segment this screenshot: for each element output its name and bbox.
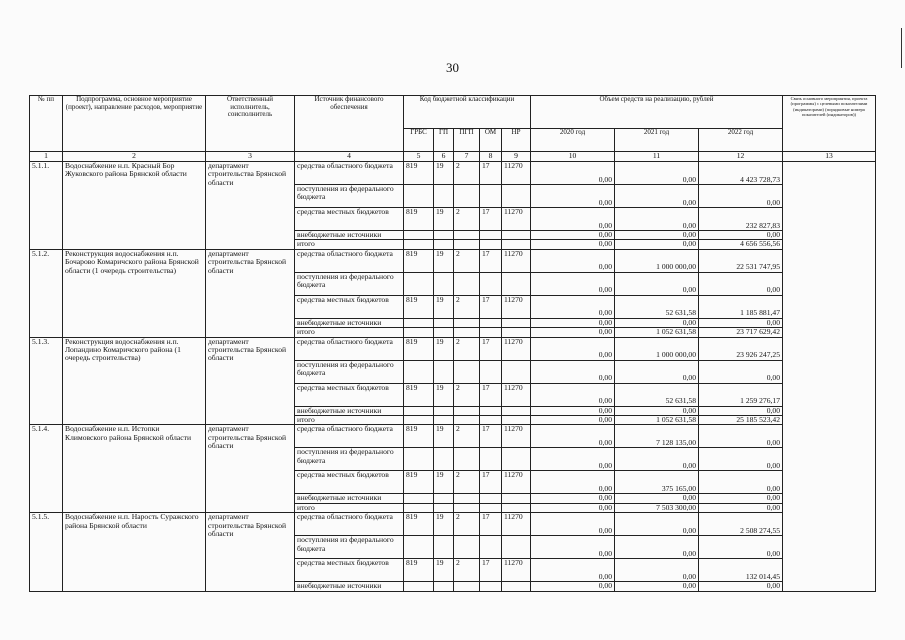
amount-y2021: 0,00 (615, 272, 699, 295)
funding-source: средства местных бюджетов (295, 295, 404, 318)
code-grbs: 819 (404, 249, 434, 272)
code-om (480, 231, 502, 240)
amount-y2021: 0,00 (615, 318, 699, 327)
code-nr: 11270 (502, 249, 531, 272)
amount-y2022: 132 014,45 (699, 559, 783, 582)
amount-y2021: 52 631,58 (615, 383, 699, 406)
code-gp (434, 318, 454, 327)
code-om: 17 (480, 559, 502, 582)
amount-y2020: 0,00 (531, 383, 615, 406)
funding-source: внебюджетные источники (295, 406, 404, 415)
code-om (480, 406, 502, 415)
code-om (480, 448, 502, 471)
amount-y2022: 0,00 (699, 536, 783, 559)
amount-y2020: 0,00 (531, 295, 615, 318)
budget-table (29, 95, 876, 592)
funding-source: средства областного бюджета (295, 513, 404, 536)
amount-y2021: 0,00 (615, 360, 699, 383)
code-grbs: 819 (404, 337, 434, 360)
code-nr (502, 360, 531, 383)
funding-source: поступления из федерального бюджета (295, 536, 404, 559)
code-nr (502, 272, 531, 295)
funding-source: средства местных бюджетов (295, 208, 404, 231)
funding-source: средства местных бюджетов (295, 383, 404, 406)
code-om (480, 503, 502, 512)
table-header (30, 96, 876, 152)
item-number: 5.1.5. (30, 513, 63, 591)
column-number: 4 (295, 152, 404, 162)
amount-y2020: 0,00 (531, 318, 615, 327)
item-name: Водоснабжение н.п. Красный Бор Жуковского района Брянской области (63, 162, 206, 250)
amount-y2022: 0,00 (699, 503, 783, 512)
code-om: 17 (480, 208, 502, 231)
code-pgp (454, 416, 480, 425)
item-number: 5.1.1. (30, 162, 63, 250)
code-nr: 11270 (502, 208, 531, 231)
item-executor: департамент строительства Брянской области (206, 425, 295, 513)
amount-y2020: 0,00 (531, 406, 615, 415)
code-grbs: 819 (404, 425, 434, 448)
funding-source: средства областного бюджета (295, 162, 404, 185)
item-name: Водоснабжение н.п. Нарость Суражского района Брянской области (63, 513, 206, 591)
amount-y2022: 0,00 (699, 272, 783, 295)
code-gp (434, 185, 454, 208)
amount-y2020: 0,00 (531, 494, 615, 503)
item-executor: департамент строительства Брянской области (206, 249, 295, 337)
amount-y2021: 0,00 (615, 240, 699, 249)
code-nr: 11270 (502, 383, 531, 406)
code-pgp (454, 448, 480, 471)
column-number: 12 (699, 152, 783, 162)
item-name: Реконструкция водоснабжения н.п. Бочарово Комаричского района Брянской области (1 очередь строительства) (63, 249, 206, 337)
amount-y2020: 0,00 (531, 536, 615, 559)
amount-y2022: 0,00 (699, 185, 783, 208)
code-gp: 19 (434, 425, 454, 448)
code-grbs (404, 328, 434, 337)
code-nr (502, 448, 531, 471)
amount-y2022: 0,00 (699, 471, 783, 494)
code-grbs (404, 536, 434, 559)
code-om: 17 (480, 383, 502, 406)
funding-source: итого (295, 240, 404, 249)
funding-source: средства местных бюджетов (295, 471, 404, 494)
amount-y2021: 1 052 631,58 (615, 416, 699, 425)
item-name: Реконструкция водоснабжения н.п. Лопандино Комаричского района (1 очередь строительства) (63, 337, 206, 425)
code-pgp (454, 272, 480, 295)
header-source: Источник финансового обеспечения (295, 96, 404, 152)
code-pgp: 2 (454, 425, 480, 448)
funding-source: поступления из федерального бюджета (295, 272, 404, 295)
code-grbs (404, 416, 434, 425)
column-number: 8 (480, 152, 502, 162)
code-nr (502, 406, 531, 415)
column-number: 2 (63, 152, 206, 162)
code-gp (434, 448, 454, 471)
code-grbs: 819 (404, 383, 434, 406)
amount-y2022: 4 423 728,73 (699, 162, 783, 185)
code-grbs (404, 240, 434, 249)
code-nr (502, 231, 531, 240)
item-number: 5.1.2. (30, 249, 63, 337)
code-grbs (404, 231, 434, 240)
item-executor: департамент строительства Брянской области (206, 337, 295, 425)
code-nr: 11270 (502, 425, 531, 448)
funding-source: внебюджетные источники (295, 494, 404, 503)
code-gp: 19 (434, 249, 454, 272)
indicator-link-cell (783, 162, 876, 592)
code-om (480, 272, 502, 295)
funding-source: поступления из федерального бюджета (295, 448, 404, 471)
item-name: Водоснабжение н.п. Истопки Климовского района Брянской области (63, 425, 206, 513)
code-gp: 19 (434, 337, 454, 360)
header-volume: Объем средств на реализацию, рублей (531, 96, 783, 129)
header-code: НР (502, 129, 531, 152)
amount-y2022: 0,00 (699, 425, 783, 448)
code-om (480, 318, 502, 327)
code-grbs (404, 318, 434, 327)
amount-y2020: 0,00 (531, 559, 615, 582)
code-om (480, 185, 502, 208)
item-number: 5.1.4. (30, 425, 63, 513)
code-om: 17 (480, 337, 502, 360)
column-number: 3 (206, 152, 295, 162)
amount-y2020: 0,00 (531, 582, 615, 591)
code-gp: 19 (434, 295, 454, 318)
code-gp (434, 360, 454, 383)
code-pgp: 2 (454, 513, 480, 536)
amount-y2020: 0,00 (531, 185, 615, 208)
code-grbs (404, 185, 434, 208)
amount-y2021: 375 165,00 (615, 471, 699, 494)
code-gp (434, 503, 454, 512)
header-code: ПГП (454, 129, 480, 152)
code-pgp (454, 406, 480, 415)
table-row (30, 425, 876, 448)
code-pgp: 2 (454, 383, 480, 406)
column-number: 5 (404, 152, 434, 162)
amount-y2022: 0,00 (699, 582, 783, 591)
code-om: 17 (480, 249, 502, 272)
amount-y2021: 52 631,58 (615, 295, 699, 318)
code-gp (434, 406, 454, 415)
amount-y2021: 0,00 (615, 536, 699, 559)
code-nr (502, 416, 531, 425)
amount-y2021: 7 503 300,00 (615, 503, 699, 512)
code-grbs (404, 503, 434, 512)
code-om: 17 (480, 295, 502, 318)
code-pgp (454, 185, 480, 208)
amount-y2021: 7 128 135,00 (615, 425, 699, 448)
table-row (30, 249, 876, 272)
amount-y2021: 1 000 000,00 (615, 249, 699, 272)
code-pgp: 2 (454, 559, 480, 582)
code-om (480, 240, 502, 249)
amount-y2021: 0,00 (615, 185, 699, 208)
header-year: 2020 год (531, 129, 615, 152)
amount-y2022: 0,00 (699, 231, 783, 240)
code-gp: 19 (434, 162, 454, 185)
code-nr: 11270 (502, 559, 531, 582)
code-pgp (454, 328, 480, 337)
amount-y2020: 0,00 (531, 162, 615, 185)
code-pgp (454, 231, 480, 240)
code-om: 17 (480, 513, 502, 536)
code-gp (434, 582, 454, 591)
code-om (480, 494, 502, 503)
column-number: 11 (615, 152, 699, 162)
amount-y2020: 0,00 (531, 513, 615, 536)
code-gp (434, 240, 454, 249)
code-pgp: 2 (454, 162, 480, 185)
code-nr: 11270 (502, 471, 531, 494)
table-body (30, 152, 876, 592)
funding-source: итого (295, 503, 404, 512)
header-year: 2022 год (699, 129, 783, 152)
header-npp: № пп (30, 96, 63, 152)
amount-y2022: 232 827,83 (699, 208, 783, 231)
code-nr: 11270 (502, 295, 531, 318)
code-nr (502, 185, 531, 208)
code-grbs: 819 (404, 559, 434, 582)
code-gp (434, 272, 454, 295)
header-budget-code: Код бюджетной классификации (404, 96, 531, 129)
code-gp: 19 (434, 208, 454, 231)
code-pgp (454, 360, 480, 383)
code-pgp (454, 318, 480, 327)
code-pgp: 2 (454, 295, 480, 318)
funding-source: поступления из федерального бюджета (295, 360, 404, 383)
amount-y2020: 0,00 (531, 503, 615, 512)
funding-source: внебюджетные источники (295, 582, 404, 591)
column-number: 7 (454, 152, 480, 162)
funding-source: внебюджетные источники (295, 318, 404, 327)
header-year: 2021 год (615, 129, 699, 152)
header-executor: Ответственный исполнитель, соисполнитель (206, 96, 295, 152)
code-om: 17 (480, 162, 502, 185)
code-grbs: 819 (404, 295, 434, 318)
code-om (480, 328, 502, 337)
amount-y2022: 0,00 (699, 360, 783, 383)
table-row (30, 162, 876, 185)
amount-y2020: 0,00 (531, 272, 615, 295)
page-number: 30 (446, 60, 459, 75)
amount-y2021: 0,00 (615, 513, 699, 536)
amount-y2022: 23 926 247,25 (699, 337, 783, 360)
amount-y2020: 0,00 (531, 471, 615, 494)
code-gp (434, 328, 454, 337)
code-grbs (404, 360, 434, 383)
item-number: 5.1.3. (30, 337, 63, 425)
column-number: 6 (434, 152, 454, 162)
amount-y2022: 0,00 (699, 406, 783, 415)
code-pgp (454, 240, 480, 249)
code-nr (502, 328, 531, 337)
code-pgp (454, 503, 480, 512)
header-code: ГП (434, 129, 454, 152)
funding-source: внебюджетные источники (295, 231, 404, 240)
code-gp: 19 (434, 383, 454, 406)
code-om (480, 582, 502, 591)
code-pgp: 2 (454, 471, 480, 494)
scan-edge-mark (901, 28, 902, 68)
amount-y2022: 4 656 556,56 (699, 240, 783, 249)
funding-source: средства местных бюджетов (295, 559, 404, 582)
amount-y2022: 22 531 747,95 (699, 249, 783, 272)
code-pgp (454, 536, 480, 559)
amount-y2020: 0,00 (531, 208, 615, 231)
amount-y2022: 25 185 523,42 (699, 416, 783, 425)
column-number: 10 (531, 152, 615, 162)
amount-y2020: 0,00 (531, 448, 615, 471)
amount-y2020: 0,00 (531, 360, 615, 383)
amount-y2020: 0,00 (531, 231, 615, 240)
column-number: 9 (502, 152, 531, 162)
code-om (480, 416, 502, 425)
amount-y2020: 0,00 (531, 416, 615, 425)
code-grbs (404, 582, 434, 591)
code-pgp: 2 (454, 208, 480, 231)
item-executor: департамент строительства Брянской области (206, 513, 295, 591)
amount-y2021: 0,00 (615, 494, 699, 503)
item-executor: департамент строительства Брянской области (206, 162, 295, 250)
code-grbs: 819 (404, 162, 434, 185)
code-grbs (404, 448, 434, 471)
funding-source: поступления из федерального бюджета (295, 185, 404, 208)
code-nr (502, 240, 531, 249)
code-gp: 19 (434, 559, 454, 582)
column-number: 1 (30, 152, 63, 162)
code-om: 17 (480, 471, 502, 494)
column-number: 13 (783, 152, 876, 162)
amount-y2020: 0,00 (531, 249, 615, 272)
code-gp (434, 494, 454, 503)
header-code: ГРБС (404, 129, 434, 152)
code-pgp: 2 (454, 337, 480, 360)
code-pgp (454, 494, 480, 503)
code-nr: 11270 (502, 337, 531, 360)
code-grbs (404, 272, 434, 295)
code-om: 17 (480, 425, 502, 448)
code-nr (502, 318, 531, 327)
amount-y2022: 0,00 (699, 448, 783, 471)
table-row (30, 337, 876, 360)
amount-y2022: 2 508 274,55 (699, 513, 783, 536)
amount-y2021: 1 000 000,00 (615, 337, 699, 360)
header-link: Связь основного мероприятия, проекта (программы) с целевыми показателями (индикаторами) (порядковые номера показателей (индикаторов)) (783, 96, 876, 152)
code-grbs (404, 406, 434, 415)
code-nr: 11270 (502, 513, 531, 536)
funding-source: средства областного бюджета (295, 425, 404, 448)
funding-source: средства областного бюджета (295, 337, 404, 360)
amount-y2020: 0,00 (531, 425, 615, 448)
amount-y2020: 0,00 (531, 240, 615, 249)
funding-source: средства областного бюджета (295, 249, 404, 272)
code-nr (502, 503, 531, 512)
code-pgp (454, 582, 480, 591)
code-grbs: 819 (404, 208, 434, 231)
header-subprogram: Подпрограмма, основное мероприятие (проект), направление расходов, мероприятие (63, 96, 206, 152)
amount-y2021: 0,00 (615, 448, 699, 471)
code-om (480, 536, 502, 559)
code-grbs: 819 (404, 471, 434, 494)
amount-y2021: 0,00 (615, 231, 699, 240)
code-nr (502, 536, 531, 559)
table-row (30, 513, 876, 536)
code-nr: 11270 (502, 162, 531, 185)
amount-y2021: 1 052 631,58 (615, 328, 699, 337)
header-code: ОМ (480, 129, 502, 152)
code-nr (502, 494, 531, 503)
amount-y2021: 0,00 (615, 208, 699, 231)
column-number-row (30, 152, 876, 162)
code-pgp: 2 (454, 249, 480, 272)
amount-y2021: 0,00 (615, 582, 699, 591)
code-gp (434, 231, 454, 240)
amount-y2022: 0,00 (699, 494, 783, 503)
amount-y2022: 1 259 276,17 (699, 383, 783, 406)
amount-y2022: 23 717 629,42 (699, 328, 783, 337)
code-gp (434, 416, 454, 425)
amount-y2020: 0,00 (531, 328, 615, 337)
code-grbs (404, 494, 434, 503)
funding-source: итого (295, 416, 404, 425)
code-gp (434, 536, 454, 559)
amount-y2021: 0,00 (615, 162, 699, 185)
code-gp: 19 (434, 513, 454, 536)
amount-y2022: 0,00 (699, 318, 783, 327)
code-nr (502, 582, 531, 591)
amount-y2021: 0,00 (615, 406, 699, 415)
code-gp: 19 (434, 471, 454, 494)
amount-y2022: 1 185 881,47 (699, 295, 783, 318)
code-grbs: 819 (404, 513, 434, 536)
amount-y2021: 0,00 (615, 559, 699, 582)
code-om (480, 360, 502, 383)
funding-source: итого (295, 328, 404, 337)
amount-y2020: 0,00 (531, 337, 615, 360)
